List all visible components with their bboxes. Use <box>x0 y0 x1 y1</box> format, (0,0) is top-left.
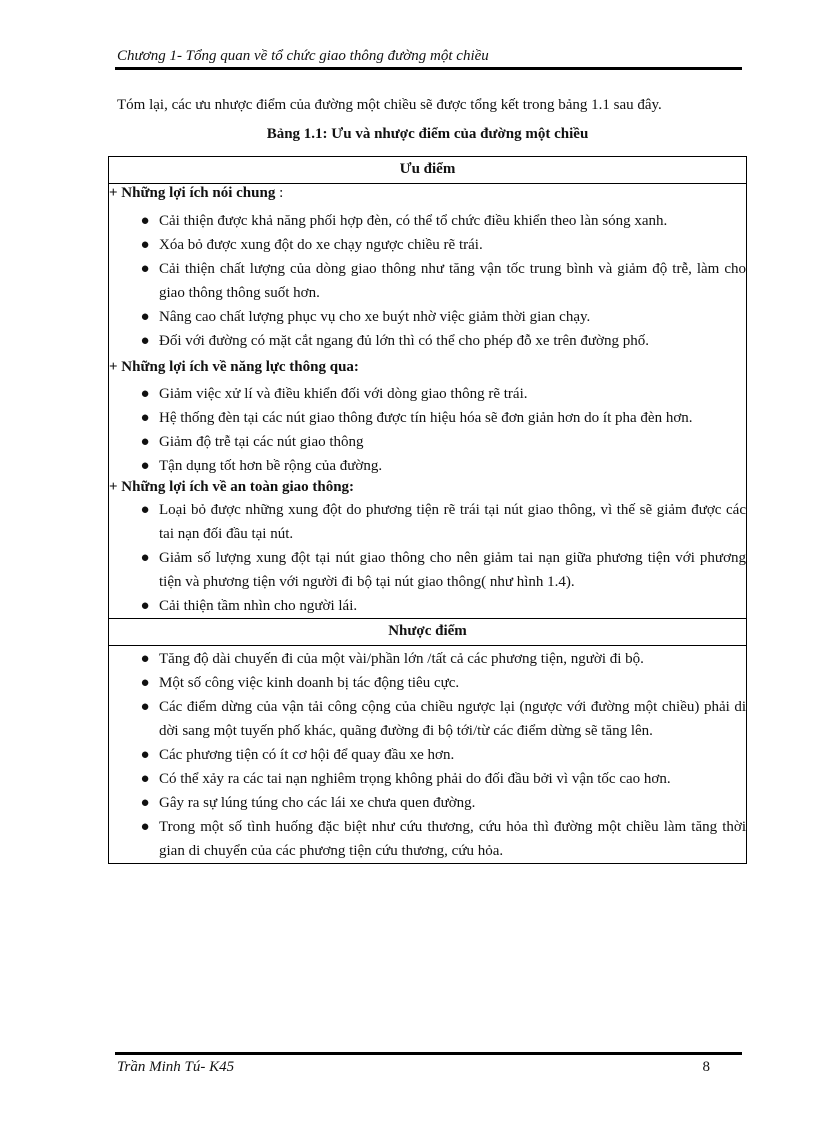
list-item: ● Các phương tiện có ít cơ hội để quay đầu xe hơn. <box>109 743 746 767</box>
bullet-icon: ● <box>140 502 150 518</box>
list-item: ● Loại bỏ được những xung đột do phương tiện rẽ trái tại nút giao thông, vì thế sẽ giảm được các tai nạn đối đầu tại nút. <box>109 498 746 546</box>
bullet-icon: ● <box>140 213 150 229</box>
pros-group-safety <box>109 478 746 618</box>
list-item: ● Cải thiện tầm nhìn cho người lái. <box>109 594 746 618</box>
bullet-icon: ● <box>140 699 150 715</box>
pros-group-general <box>109 184 746 353</box>
footer-author: Trần Minh Tú- K45 <box>117 1059 235 1075</box>
cons-heading: Nhược điểm <box>109 619 747 646</box>
list-item: ● Các điểm dừng của vận tải công cộng của chiều ngược lại (ngược với đường một chiều) phải di dời sang một tuyến phố khác, quãng đường đi bộ tới/từ các điểm dừng sẽ tăng lên. <box>109 695 746 743</box>
list-item: ● Tăng độ dài chuyến đi của một vài/phần lớn /tất cả các phương tiện, người đi bộ. <box>109 647 746 671</box>
bullet-icon: ● <box>140 333 150 349</box>
list-item: ● Xóa bỏ được xung đột do xe chạy ngược chiều rẽ trái. <box>109 233 746 257</box>
list-item: ● Hệ thống đèn tại các nút giao thông được tín hiệu hóa sẽ đơn giản hơn do ít pha đèn hơn. <box>109 406 746 430</box>
group-title: + Những lợi ích về năng lực thông qua: <box>109 359 359 375</box>
list-item: ● Một số công việc kinh doanh bị tác động tiêu cực. <box>109 671 746 695</box>
list-item: ● Trong một số tình huống đặc biệt như cứu thương, cứu hỏa thì đường một chiều làm tăng thời gian di chuyển của các phương tiện cứu thương, cứu hỏa. <box>109 815 746 863</box>
bullet-icon: ● <box>140 550 150 566</box>
bullet-icon: ● <box>140 771 150 787</box>
bullet-icon: ● <box>140 747 150 763</box>
list-item: ● Giảm độ trễ tại các nút giao thông <box>109 430 746 454</box>
bullet-icon: ● <box>140 819 150 835</box>
table-caption: Bảng 1.1: Ưu và nhược điểm của đường một chiều <box>266 126 589 142</box>
pros-group-capacity <box>109 358 746 478</box>
bullet-icon: ● <box>140 261 150 277</box>
bullet-icon: ● <box>140 237 150 253</box>
chapter-header: Chương 1- Tổng quan về tổ chức giao thông đường một chiều <box>117 48 489 64</box>
header-divider <box>115 67 742 70</box>
list-item: ● Cải thiện được khả năng phối hợp đèn, có thể tổ chức điều khiển theo làn sóng xanh. <box>109 209 746 233</box>
list-item: ● Có thể xảy ra các tai nạn nghiêm trọng không phải do đối đầu bởi vì vận tốc cao hơn. <box>109 767 746 791</box>
group-title: + Những lợi ích nói chung : <box>109 185 284 201</box>
list-item: ● Giảm số lượng xung đột tại nút giao thông cho nên giảm tai nạn giữa phương tiện với phương tiện và phương tiện với người đi bộ tại nút giao thông( như hình 1.4). <box>109 546 746 594</box>
list-item: ● Gây ra sự lúng túng cho các lái xe chưa quen đường. <box>109 791 746 815</box>
pros-cons-table <box>108 156 747 864</box>
pros-heading: Ưu điểm <box>109 157 747 184</box>
bullet-icon: ● <box>140 458 150 474</box>
bullet-icon: ● <box>140 651 150 667</box>
cons-cell <box>109 646 747 864</box>
bullet-icon: ● <box>140 309 150 325</box>
list-item: ● Cải thiện chất lượng của dòng giao thông như tăng vận tốc trung bình và giảm độ trễ, làm cho giao thông thông suốt hơn. <box>109 257 746 305</box>
list-item: ● Giảm việc xử lí và điều khiển đối với dòng giao thông rẽ trái. <box>109 382 746 406</box>
bullet-icon: ● <box>140 795 150 811</box>
page-number: 8 <box>702 1059 710 1075</box>
bullet-icon: ● <box>140 598 150 614</box>
list-item: ● Tận dụng tốt hơn bề rộng của đường. <box>109 454 746 478</box>
list-item: ● Đối với đường có mặt cắt ngang đủ lớn thì có thể cho phép đỗ xe trên đường phố. <box>109 329 746 353</box>
group-title: + Những lợi ích về an toàn giao thông: <box>109 479 355 495</box>
bullet-icon: ● <box>140 675 150 691</box>
pros-cell <box>109 184 747 619</box>
footer-divider <box>115 1052 742 1055</box>
list-item: ● Nâng cao chất lượng phục vụ cho xe buýt nhờ việc giảm thời gian chạy. <box>109 305 746 329</box>
bullet-icon: ● <box>140 410 150 426</box>
bullet-icon: ● <box>140 386 150 402</box>
intro-paragraph: Tóm lại, các ưu nhược điểm của đường một chiều sẽ được tổng kết trong bảng 1.1 sau đây. <box>117 97 662 113</box>
bullet-icon: ● <box>140 434 150 450</box>
